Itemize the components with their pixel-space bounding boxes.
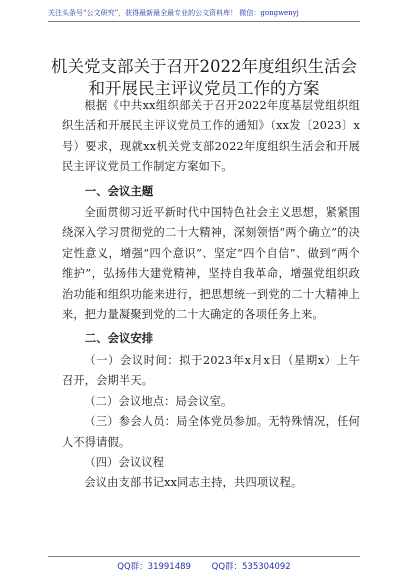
header-notice: 关注头条号“公文研究”，获得最新最全最专业的公文资料库！ 微信：gongwenyj — [48, 9, 299, 17]
footer — [0, 560, 408, 572]
intro-paragraph: 根据《中共xx组织部关于召开2022年度基层党组织组织生活和开展民主评议党员工作的通知》（xx发〔2023〕x号）要求，现就xx机关党支部2022年度组织生活会和开展民主评议党员工作制定方案如下。 — [62, 99, 360, 174]
item-agenda-heading: （四）会议议程 — [84, 455, 165, 469]
item-meeting-time: （一）会议时间：拟于2023年x月x日（星期x）上午召开，会期半天。 — [62, 353, 360, 388]
item-meeting-place: （二）会议地点：局会议室。 — [84, 394, 233, 408]
footer-qq-group-2: QQ群：535304092 — [211, 562, 291, 572]
footer-qq-group-1: QQ群：31991489 — [117, 562, 191, 572]
title-line-1: 机关党支部关于召开2022年度组织生活会 — [51, 57, 357, 76]
document-title — [44, 56, 364, 100]
section-1-paragraph: 全面贯彻习近平新时代中国特色社会主义思想，紧紧围绕深入学习贯彻党的二十大精神，深刻领悟“两个确立”的决定性意义，增强“四个意识”、坚定“四个自信”、做到“两个维护”，弘扬伟大建党精神，坚持自我革命，增强党组织政治功能和组织功能来进行，把思想统一到党的二十大精神上来，把力量凝聚到党的二十大确定的各项任务上来。 — [62, 206, 360, 322]
document-body — [62, 96, 360, 494]
item-attendees: （三）参会人员：局全体党员参加。无特殊情况，任何人不得请假。 — [62, 415, 360, 449]
title-line-2: 和开展民主评议党员工作的方案 — [88, 79, 320, 98]
header-divider — [48, 21, 360, 22]
section-1-heading: 一、会议主题 — [84, 183, 154, 198]
item-agenda-body: 会议由支部书记xx同志主持，共四项议程。 — [84, 476, 303, 490]
footer-divider — [48, 556, 360, 557]
section-2-heading: 二、会议安排 — [84, 331, 154, 346]
